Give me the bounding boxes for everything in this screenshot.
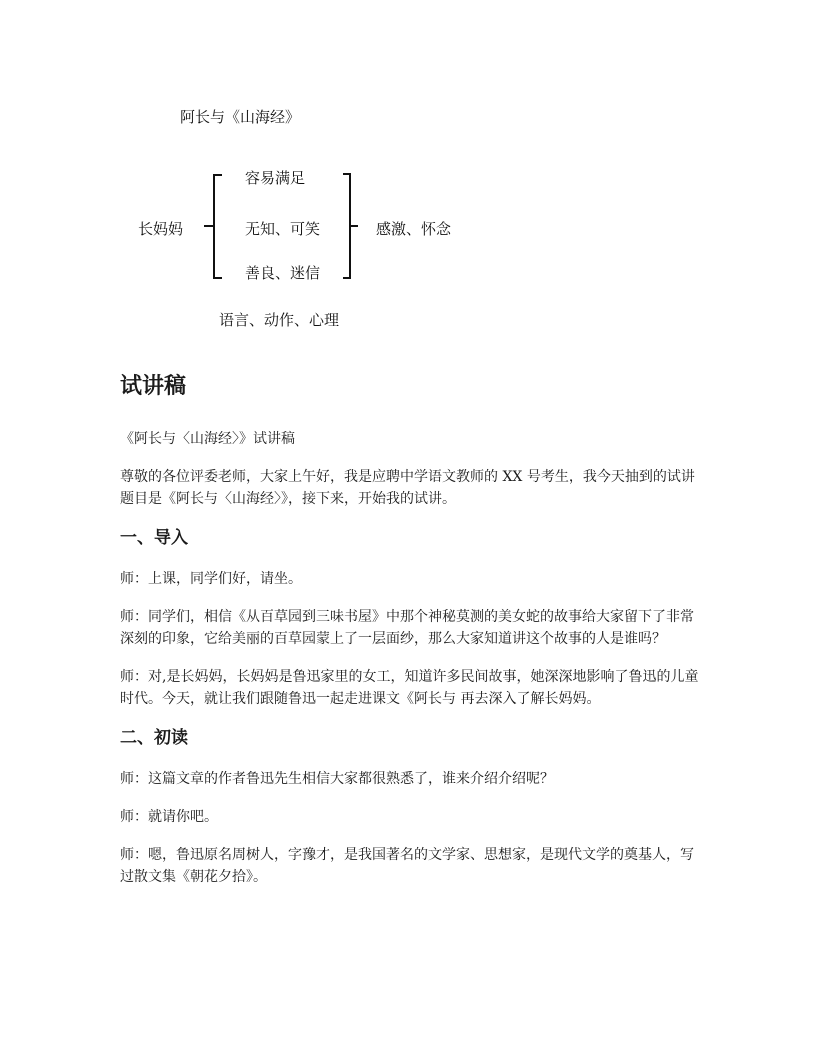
- paragraph: 师：同学们，相信《从百草园到三味书屋》中那个神秘莫测的美女蛇的故事给大家留下了非常深刻的印象，它给美丽的百草园蒙上了一层面纱，那么大家知道讲这个故事的人是谁吗？: [120, 609, 694, 647]
- board-design-diagram: [0, 0, 816, 345]
- board-feeling: 感激、怀念: [376, 220, 452, 238]
- paragraph: 师：对,是长妈妈，长妈妈是鲁迅家里的女工，知道许多民间故事，她深深地影响了鲁迅的儿童时代。今天，就让我们跟随鲁迅一起走进课文《阿长与 再去深入了解长妈妈。: [120, 669, 699, 707]
- board-methods: 语言、动作、心理: [219, 311, 340, 329]
- board-trait: 无知、可笑: [245, 220, 321, 238]
- right-bracket: [343, 174, 358, 278]
- paragraph: 师：嗯，鲁迅原名周树人，字豫才，是我国著名的文学家、思想家，是现代文学的奠基人，写过散文集《朝花夕拾》。: [120, 847, 694, 885]
- board-title: 阿长与《山海经》: [180, 108, 301, 126]
- paragraph: 师：就请你吧。: [120, 809, 218, 825]
- board-trait: 善良、迷信: [245, 264, 321, 282]
- lecture-script: [120, 372, 700, 904]
- left-bracket: [204, 175, 222, 278]
- paragraph: 师：这篇文章的作者鲁迅先生相信大家都很熟悉了，谁来介绍介绍呢？: [120, 771, 554, 787]
- board-subject: 长妈妈: [138, 220, 184, 238]
- paragraph: 师：上课，同学们好，请坐。: [120, 571, 302, 587]
- script-heading: 试讲稿: [120, 374, 187, 399]
- section-heading-first-read: 二、初读: [120, 728, 188, 748]
- greeting-paragraph: 尊敬的各位评委老师，大家上午好，我是应聘中学语文教师的 XX 号考生，我今天抽到的试讲题目是《阿长与〈山海经〉》，接下来，开始我的试讲。: [120, 469, 695, 507]
- board-trait: 容易满足: [245, 169, 306, 187]
- section-heading-intro: 一、导入: [120, 528, 188, 548]
- brace-lines: [0, 0, 816, 345]
- script-subtitle: 《阿长与〈山海经〉》试讲稿: [120, 431, 295, 447]
